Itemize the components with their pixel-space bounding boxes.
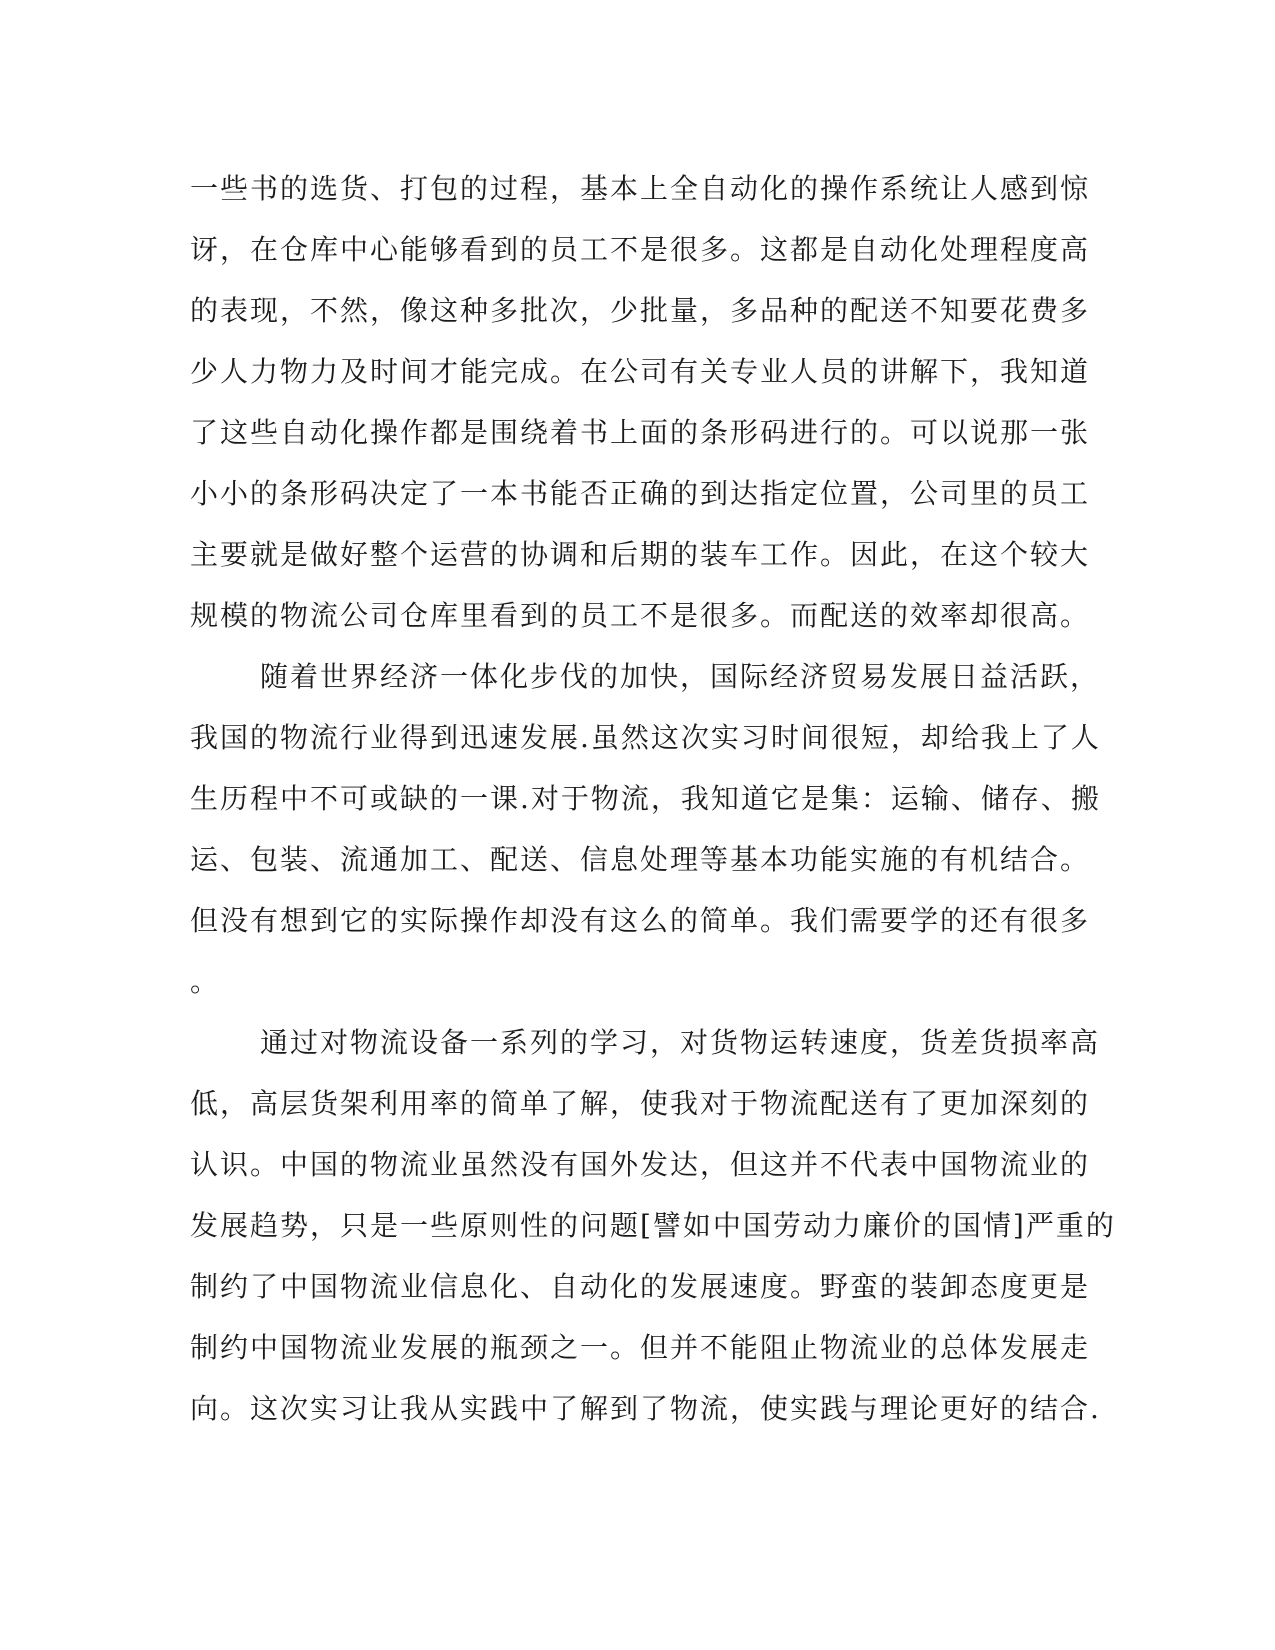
text-line: 低，高层货架利用率的简单了解，使我对于物流配送有了更加深刻的: [190, 1087, 1091, 1120]
text-line: 。: [190, 965, 221, 998]
text-line: 通过对物流设备一系列的学习，对货物运转速度，货差货损率高: [260, 1026, 1101, 1059]
paragraph-2: [190, 646, 1101, 1012]
text-line: 讶，在仓库中心能够看到的员工不是很多。这都是自动化处理程度高: [190, 233, 1091, 266]
paragraph-3: [190, 1012, 1116, 1439]
text-line: 小小的条形码决定了一本书能否正确的到达指定位置，公司里的员工: [190, 477, 1091, 510]
text-line: 随着世界经济一体化步伐的加快，国际经济贸易发展日益活跃，: [260, 660, 1101, 693]
text-line: 一些书的选货、打包的过程，基本上全自动化的操作系统让人感到惊: [190, 172, 1091, 205]
text-line: 运、包装、流通加工、配送、信息处理等基本功能实施的有机结合。: [190, 843, 1091, 876]
text-line: 了这些自动化操作都是围绕着书上面的条形码进行的。可以说那一张: [190, 416, 1091, 449]
text-line: 制约了中国物流业信息化、自动化的发展速度。野蛮的装卸态度更是: [190, 1270, 1091, 1303]
text-line: 认识。中国的物流业虽然没有国外发达，但这并不代表中国物流业的: [190, 1148, 1091, 1181]
text-line: 生历程中不可或缺的一课.对于物流，我知道它是集：运输、储存、搬: [190, 782, 1101, 815]
text-line: 主要就是做好整个运营的协调和后期的装车工作。因此，在这个较大: [190, 538, 1091, 571]
text-line: 发展趋势，只是一些原则性的问题[譬如中国劳动力廉价的国情]严重的: [190, 1209, 1116, 1242]
paragraph-1: [190, 158, 1090, 646]
text-line: 制约中国物流业发展的瓶颈之一。但并不能阻止物流业的总体发展走: [190, 1331, 1091, 1364]
text-line: 我国的物流行业得到迅速发展.虽然这次实习时间很短，却给我上了人: [190, 721, 1101, 754]
text-line: 的表现，不然，像这种多批次，少批量，多品种的配送不知要花费多: [190, 294, 1091, 327]
text-line: 少人力物力及时间才能完成。在公司有关专业人员的讲解下，我知道: [190, 355, 1091, 388]
body-text: [190, 158, 1116, 1439]
text-line: 规模的物流公司仓库里看到的员工不是很多。而配送的效率却很高。: [190, 599, 1091, 632]
text-line: 但没有想到它的实际操作却没有这么的简单。我们需要学的还有很多: [190, 904, 1091, 937]
text-line: 向。这次实习让我从实践中了解到了物流，使实践与理论更好的结合.: [190, 1392, 1101, 1425]
